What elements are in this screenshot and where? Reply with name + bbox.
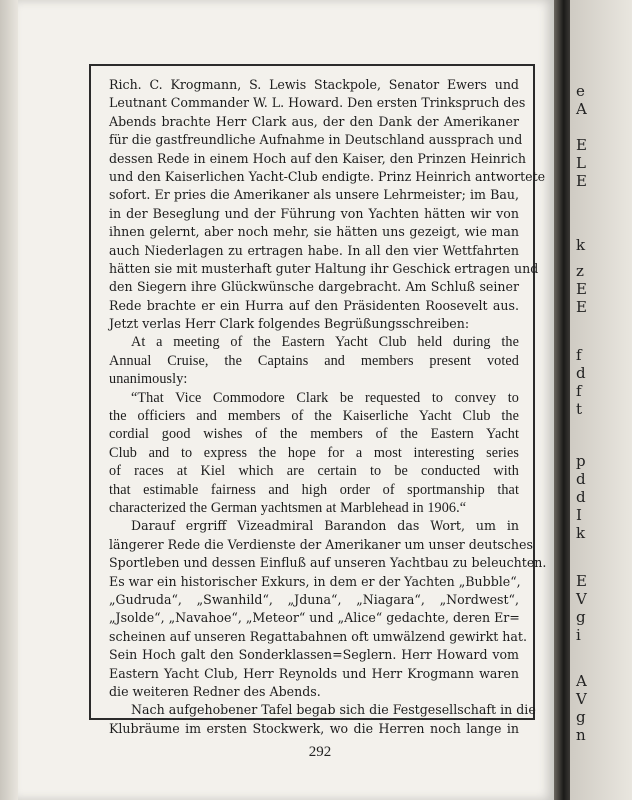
facing-page-text-fragment: E [576,172,587,190]
facing-page-text-fragment: z [576,262,584,280]
facing-page-text-fragment: p [576,452,586,470]
facing-page-text-fragment: E [576,280,587,298]
facing-page-text-fragment: g [576,608,586,626]
facing-page-text-fragment: i [576,626,581,644]
facing-page-text-fragment: V [576,590,587,608]
previous-page-edge [0,0,18,800]
facing-page-text-fragment: k [576,236,586,254]
page-text-block [109,76,547,738]
text-line: cordial good wishes of the members of the Eastern Yacht [109,426,519,443]
text-line: Es war ein historischer Exkurs, in dem er der Yachten „Bubble“, [109,573,521,589]
text-line: Rede brachte er ein Hurra auf den Präsidenten Roosevelt aus. [109,297,519,313]
next-page-edge [570,0,632,800]
facing-page-text-fragment: f [576,382,582,400]
text-line: ihnen gelernt, aber noch mehr, sie hätten uns gezeigt, wie man [109,224,519,240]
text-line: Darauf ergriff Vizeadmiral Barandon das Wort, um in [131,518,519,534]
text-line: in der Beseglung und der Führung von Yachten hätten wir von [109,205,519,221]
facing-page-text-fragment: I [576,506,582,524]
text-line: Klubräume im ersten Stockwerk, wo die Herren noch lange in [109,720,519,736]
text-line: that estimable fairness and high order of sportmanship that [109,481,519,498]
text-line: Sein Hoch galt den Sonderklassen=Seglern. Herr Howard vom [109,647,519,663]
text-line: Sportleben und dessen Einfluß auf unseren Yachtbau zu beleuchten. [109,555,547,571]
text-line: unanimously: [109,371,188,388]
facing-page-text-fragment: A [576,672,587,690]
facing-page-text-fragment: f [576,346,582,364]
text-line: für die gastfreundliche Aufnahme in Deutschland aussprach und [109,132,523,148]
text-line: Rich. C. Krogmann, S. Lewis Stackpole, Senator Ewers und [109,77,519,92]
text-line: längerer Rede die Verdienste der Amerikaner um unser deutsches [109,536,533,552]
facing-page-text-fragment: t [576,400,583,418]
text-line: characterized the German yachtsmen at Marblehead in 1906.“ [109,499,467,516]
facing-page-text-fragment: d [576,364,586,382]
text-line: At a meeting of the Eastern Yacht Club held during the [131,334,519,351]
text-line: Nach aufgehobener Tafel begab sich die Festgesellschaft in die [131,702,536,718]
facing-page-text-fragment: g [576,708,586,726]
facing-page-text-fragment: n [576,726,586,744]
text-line: und den Kaiserlichen Yacht-Club endigte. Prinz Heinrich antwortete [109,168,546,184]
text-line: “That Vice Commodore Clark be requested to convey to [131,389,519,406]
facing-page-text-fragment: E [576,136,587,154]
facing-page-text-fragment: A [576,100,587,118]
facing-page-text-fragment: d [576,488,586,506]
text-line: Eastern Yacht Club, Herr Reynolds und Herr Krogmann waren [109,665,519,681]
text-line: „Gudruda“, „Swanhild“, „Jduna“, „Niagara“, „Nordwest“, [109,591,519,607]
text-line: den Siegern ihre Glückwünsche dargebracht. Am Schluß seiner [109,279,519,295]
text-line: Annual Cruise, the Captains and members present voted [109,352,519,369]
facing-page-text-fragment: E [576,298,587,316]
facing-page-text-fragment: L [576,154,586,172]
facing-page-text-fragment: d [576,470,586,488]
book-gutter [554,0,570,800]
text-line: Jetzt verlas Herr Clark folgendes Begrüßungsschreiben: [109,316,470,332]
page-number: 292 [308,744,332,760]
text-line: scheinen auf unseren Regattabahnen oft umwälzend gewirkt hat. [109,628,527,644]
facing-page-text-fragment: k [576,524,586,542]
facing-page-text-fragment: e [576,82,585,100]
text-line: Club and to express the hope for a most interesting series [109,444,519,461]
text-line: „Jsolde“, „Navahoe“, „Meteor“ und „Alice“ gedachte, deren Er= [109,610,520,626]
text-line: die weiteren Redner des Abends. [109,683,321,699]
text-line: auch Niederlagen zu ertragen habe. In all den vier Wettfahrten [109,242,519,258]
text-line: the officiers and members of the Kaiserliche Yacht Club the [109,408,519,425]
text-line: of races at Kiel which are certain to be conducted with [109,463,519,480]
facing-page-text-fragment: E [576,572,587,590]
text-line: Abends brachte Herr Clark aus, der den Dank der Amerikaner [109,113,519,129]
text-line: Leutnant Commander W. L. Howard. Den ersten Trinkspruch des [109,95,526,111]
text-line: hätten sie mit musterhaft guter Haltung ihr Geschick ertragen und [109,260,539,276]
text-line: dessen Rede in einem Hoch auf den Kaiser, den Prinzen Heinrich [109,150,526,166]
facing-page-text-fragment: V [576,690,587,708]
text-line: sofort. Er pries die Amerikaner als unsere Lehrmeister; im Bau, [109,187,519,203]
